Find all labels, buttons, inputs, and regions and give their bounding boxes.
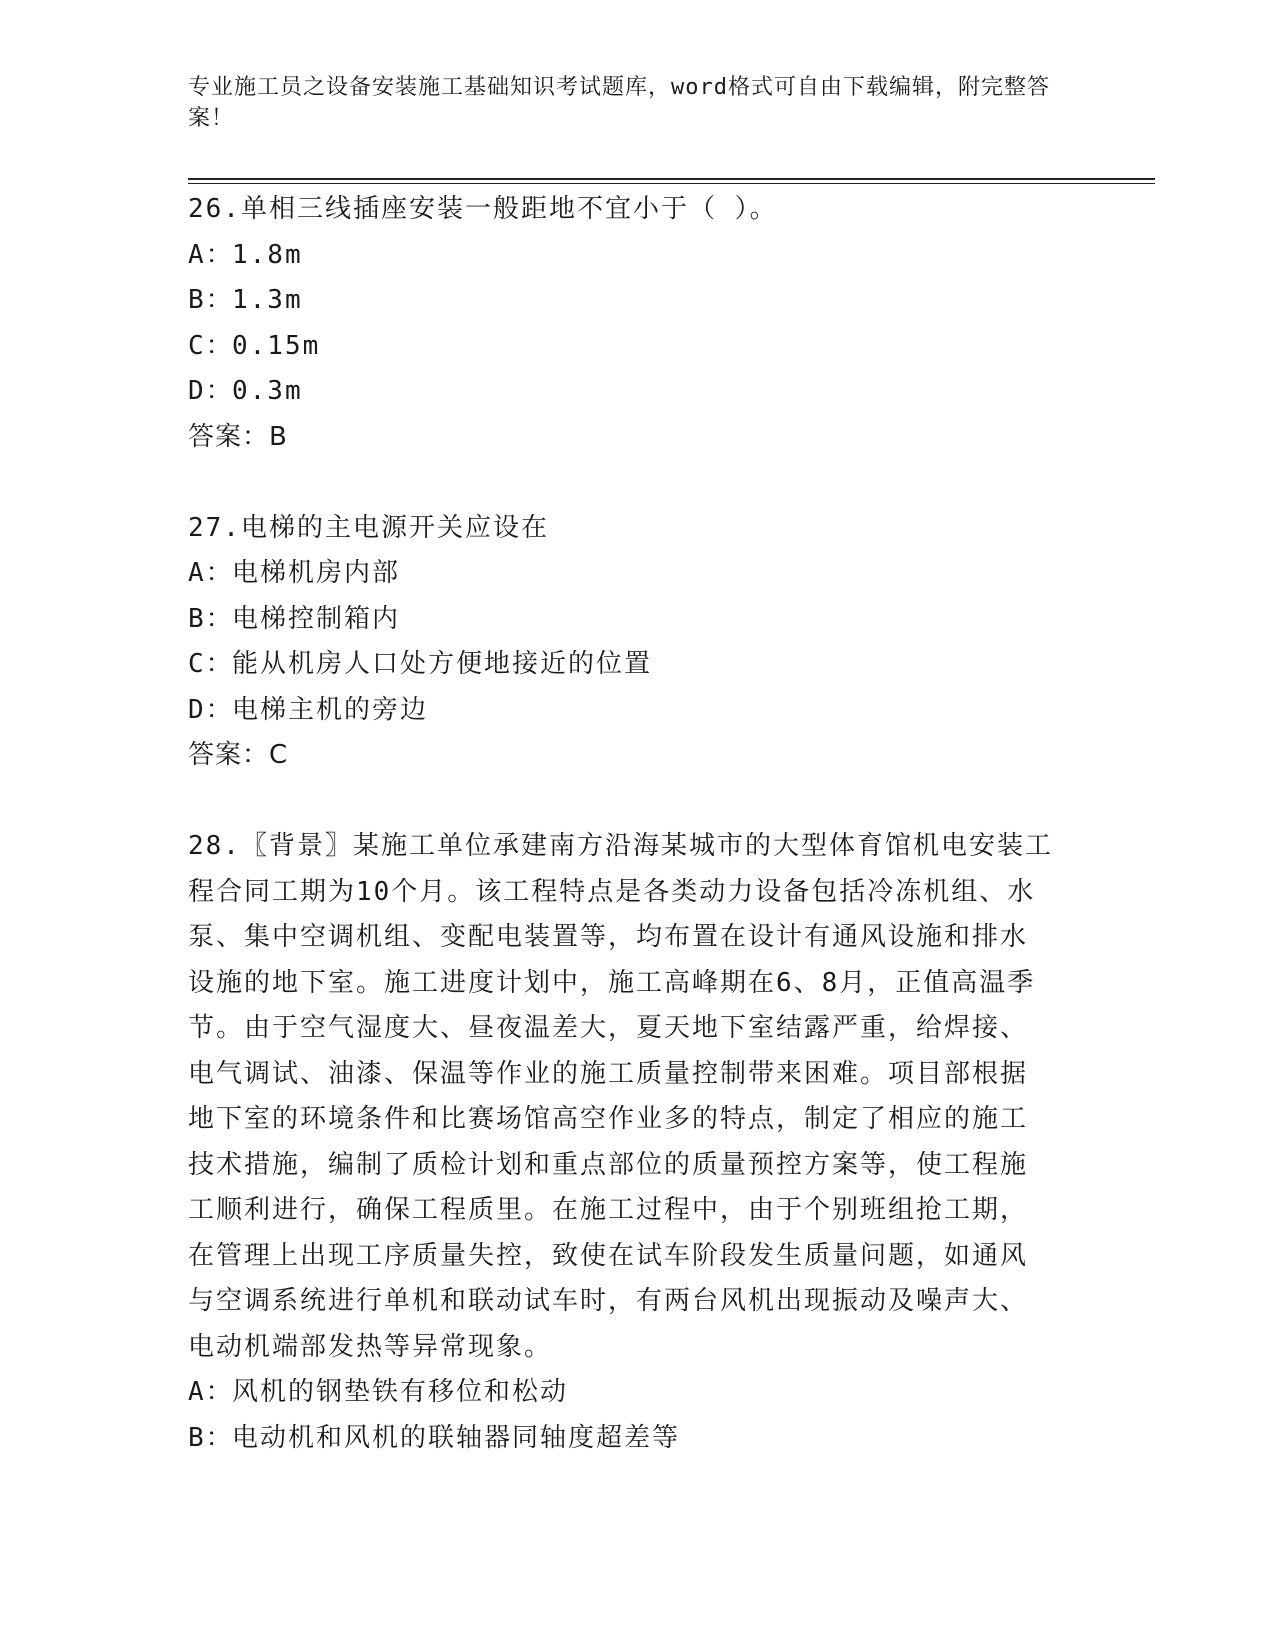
option-b <box>188 1416 1078 1462</box>
option-text: 电梯主机的旁边 <box>232 694 429 725</box>
question-list <box>188 187 1078 1461</box>
option-text: 1.3m <box>232 285 303 315</box>
question-stem-line: 在管理上出现工序质量失控，致使在试车阶段发生质量问题，如通风 <box>188 1240 1029 1271</box>
question-26 <box>188 187 1078 460</box>
option-text: 风机的钢垫铁有移位和松动 <box>232 1377 569 1407</box>
option-b <box>188 597 1078 643</box>
question-stem-line: 与空调系统进行单机和联动试车时，有两台风机出现振动及噪声大、 <box>188 1286 1029 1316</box>
option-letter: C： <box>188 330 234 361</box>
header-divider <box>188 178 1155 180</box>
option-letter: A： <box>188 1377 234 1407</box>
question-stem-line: 技术措施，编制了质检计划和重点部位的质量预控方案等，使工程施 <box>188 1149 1029 1180</box>
option-text: 0.15m <box>232 330 321 361</box>
question-stem-line: 节。由于空气湿度大、昼夜温差大，夏天地下室结露严重，给焊接、 <box>188 1013 1029 1043</box>
question-27 <box>188 506 1078 779</box>
document-header: 专业施工员之设备安装施工基础知识考试题库，word格式可自由下载编辑，附完整答案！ <box>188 75 1050 131</box>
option-text: 电动机和风机的联轴器同轴度超差等 <box>232 1422 681 1453</box>
question-stem-line: 工顺利进行，确保工程质里。在施工过程中，由于个别班组抢工期， <box>188 1195 1029 1225</box>
answer-line: 答案：B <box>188 421 288 452</box>
option-letter: B： <box>188 1422 234 1453</box>
option-letter: A： <box>188 239 234 270</box>
option-letter: D： <box>188 694 234 725</box>
option-a <box>188 551 1078 597</box>
question-stem: 26.单相三线插座安装一般距地不宜小于（ ）。 <box>188 194 778 224</box>
option-c <box>188 642 1078 688</box>
spacer <box>188 460 1078 506</box>
option-text: 电梯控制箱内 <box>232 603 401 634</box>
question-stem-line: 泵、集中空调机组、变配电装置等，均布置在设计有通风设施和排水 <box>188 922 1029 952</box>
question-stem: 27.电梯的主电源开关应设在 <box>188 512 549 543</box>
option-letter: B： <box>188 285 234 315</box>
option-letter: D： <box>188 376 234 406</box>
option-text: 能从机房人口处方便地接近的位置 <box>232 649 653 679</box>
option-d <box>188 688 1078 734</box>
question-stem-line: 设施的地下室。施工进度计划中，施工高峰期在6、8月，正值高温季 <box>188 967 1036 998</box>
option-d <box>188 369 1078 415</box>
option-text: 1.8m <box>232 239 303 270</box>
option-c <box>188 324 1078 370</box>
option-a <box>188 1370 1078 1416</box>
spacer <box>188 779 1078 825</box>
question-stem-line: 电动机端部发热等异常现象。 <box>188 1331 553 1362</box>
option-letter: A： <box>188 558 234 588</box>
question-stem-line: 28.〖背景〗某施工单位承建南方沿海某城市的大型体育馆机电安装工 <box>188 831 1053 861</box>
header-divider-thin <box>188 183 1155 184</box>
question-stem-line: 电气调试、油漆、保温等作业的施工质量控制带来困难。项目部根据 <box>188 1058 1029 1089</box>
option-a <box>188 233 1078 279</box>
option-b <box>188 278 1078 324</box>
option-text: 0.3m <box>232 376 303 406</box>
option-text: 电梯机房内部 <box>232 558 401 588</box>
question-stem-line: 程合同工期为10个月。该工程特点是各类动力设备包括冷冻机组、水 <box>188 876 1036 907</box>
option-letter: C： <box>188 649 234 679</box>
answer-line: 答案：C <box>188 740 289 770</box>
question-28 <box>188 824 1078 1461</box>
option-letter: B： <box>188 603 234 634</box>
question-stem-line: 地下室的环境条件和比赛场馆高空作业多的特点，制定了相应的施工 <box>188 1104 1029 1134</box>
